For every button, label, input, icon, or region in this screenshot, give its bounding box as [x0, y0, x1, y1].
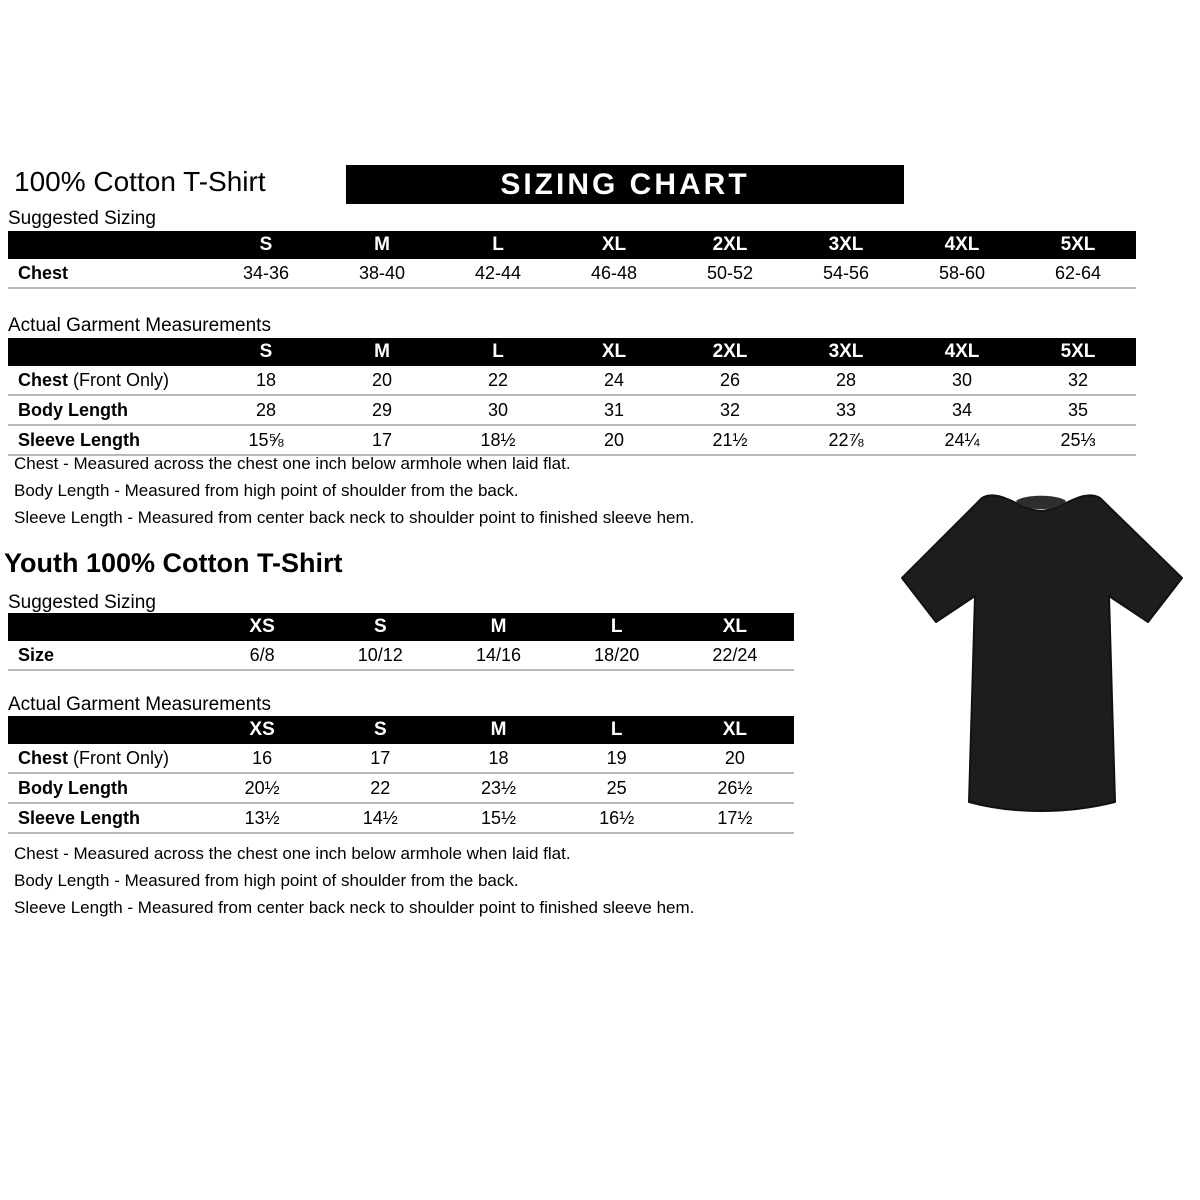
table-cell: 22: [370, 777, 391, 798]
table-cell: 29: [371, 399, 393, 420]
table-cell: 24¼: [944, 429, 980, 450]
note-body-length: Body Length - Measured from high point of shoulder from the back.: [14, 481, 519, 500]
table-row: [8, 641, 794, 671]
table-row: [8, 259, 1136, 289]
note-sleeve-length: Sleeve Length - Measured from center back neck to shoulder point to finished sleeve hem.: [14, 508, 695, 527]
youth-suggested-sizing-label: Suggested Sizing: [8, 592, 156, 613]
table-cell: 38-40: [358, 262, 406, 283]
column-header: M: [490, 616, 507, 637]
header-label-spacer: [8, 613, 203, 641]
table-header-row: [8, 716, 794, 744]
table-row: [8, 366, 1136, 396]
adult-actual-measurements-label: Actual Garment Measurements: [8, 315, 271, 336]
table-row: [8, 804, 794, 834]
table-cell: 22⅞: [828, 429, 864, 450]
table-cell: 22: [487, 369, 509, 390]
table-cell: 20½: [244, 777, 280, 798]
column-header: 5XL: [1060, 341, 1096, 362]
column-header: XS: [249, 719, 275, 740]
table-cell: 34: [951, 399, 973, 420]
row-label: Sleeve Length: [18, 807, 141, 828]
column-header: M: [374, 341, 390, 362]
column-header: 4XL: [944, 234, 980, 255]
table-cell: 24: [603, 369, 625, 390]
table-row: [8, 744, 794, 774]
column-header: XS: [249, 616, 275, 637]
adult-measurement-notes: [14, 455, 694, 536]
table-cell: 18½: [480, 429, 516, 450]
table-cell: 18: [488, 747, 509, 768]
table-cell: 17½: [717, 807, 753, 828]
column-header: 2XL: [712, 341, 748, 362]
table-cell: 17: [370, 747, 391, 768]
adult-suggested-sizing-label: Suggested Sizing: [8, 208, 156, 229]
row-label: Body Length: [18, 399, 128, 420]
table-cell: 34-36: [242, 262, 290, 283]
table-row: [8, 396, 1136, 426]
youth-measurement-notes: [14, 845, 694, 926]
table-cell: 16: [252, 747, 273, 768]
youth-section-title: Youth 100% Cotton T-Shirt: [4, 548, 343, 578]
table-cell: 32: [719, 399, 741, 420]
table-cell: 31: [603, 399, 625, 420]
column-header: L: [492, 234, 504, 255]
table-cell: 20: [724, 747, 745, 768]
table-cell: 28: [255, 399, 277, 420]
table-cell: 30: [487, 399, 509, 420]
note-chest: Chest - Measured across the chest one inch below armhole when laid flat.: [14, 844, 571, 863]
table-cell: 28: [835, 369, 857, 390]
black-tshirt-icon: [882, 468, 1200, 830]
row-label: Body Length: [18, 777, 128, 798]
table-cell: 10/12: [357, 644, 403, 665]
table-cell: 14½: [362, 807, 398, 828]
table-cell: 30: [951, 369, 973, 390]
table-cell: 35: [1067, 399, 1089, 420]
table-cell: 18/20: [594, 644, 640, 665]
column-header: 2XL: [712, 234, 748, 255]
column-header: M: [374, 234, 390, 255]
table-header-row: [8, 613, 794, 641]
table-cell: 33: [835, 399, 857, 420]
table-cell: 58-60: [938, 262, 986, 283]
note-sleeve-length: Sleeve Length - Measured from center back neck to shoulder point to finished sleeve hem.: [14, 898, 695, 917]
column-header: 3XL: [828, 341, 864, 362]
header-label-spacer: [8, 716, 203, 744]
table-cell: 14/16: [475, 644, 522, 665]
table-cell: 18: [255, 369, 277, 390]
column-header: XL: [601, 234, 627, 255]
table-cell: 62-64: [1054, 262, 1102, 283]
table-cell: 54-56: [822, 262, 870, 283]
table-header-row: [8, 231, 1136, 259]
column-header: 5XL: [1060, 234, 1096, 255]
table-cell: 17: [371, 429, 393, 450]
column-header: S: [373, 616, 387, 637]
table-cell: 26: [719, 369, 741, 390]
table-cell: 20: [603, 429, 625, 450]
column-header: 4XL: [944, 341, 980, 362]
row-label: Sleeve Length: [18, 429, 141, 450]
column-header: XL: [722, 719, 748, 740]
column-header: L: [610, 616, 623, 637]
table-cell: 15⅝: [248, 429, 284, 450]
column-header: S: [373, 719, 387, 740]
table-cell: 13½: [244, 807, 280, 828]
youth-actual-measurements-table: [8, 716, 794, 834]
youth-suggested-sizing-table: [8, 613, 794, 671]
table-row: [8, 774, 794, 804]
table-cell: 6/8: [249, 644, 275, 665]
note-body-length: Body Length - Measured from high point of shoulder from the back.: [14, 871, 519, 890]
table-cell: 32: [1067, 369, 1089, 390]
table-cell: 23½: [480, 777, 517, 798]
column-header: L: [610, 719, 623, 740]
table-cell: 25: [606, 777, 627, 798]
sizing-chart-banner: SIZING CHART: [346, 165, 904, 204]
column-header: L: [492, 341, 504, 362]
column-header: S: [259, 234, 273, 255]
table-cell: 26½: [717, 777, 753, 798]
column-header: M: [490, 719, 507, 740]
table-cell: 22/24: [712, 644, 758, 665]
note-chest: Chest - Measured across the chest one inch below armhole when laid flat.: [14, 454, 571, 473]
column-header: S: [259, 341, 273, 362]
table-cell: 19: [606, 747, 627, 768]
table-cell: 50-52: [706, 262, 754, 283]
adult-suggested-sizing-table: [8, 231, 1136, 289]
column-header: 3XL: [828, 234, 864, 255]
header-label-spacer: [8, 338, 208, 366]
table-cell: 25⅓: [1060, 429, 1096, 450]
row-label: Chest (Front Only): [18, 747, 170, 768]
adult-section-title: 100% Cotton T-Shirt: [14, 166, 266, 197]
column-header: XL: [601, 341, 627, 362]
row-label: Chest (Front Only): [18, 369, 170, 390]
row-label: Chest: [18, 262, 69, 283]
table-cell: 46-48: [590, 262, 638, 283]
row-label: Size: [18, 644, 55, 665]
header-label-spacer: [8, 231, 208, 259]
youth-actual-measurements-label: Actual Garment Measurements: [8, 694, 271, 715]
table-cell: 42-44: [474, 262, 522, 283]
table-cell: 15½: [480, 807, 517, 828]
table-cell: 20: [371, 369, 393, 390]
table-cell: 16½: [599, 807, 635, 828]
adult-actual-measurements-table: [8, 338, 1136, 456]
tshirt-silhouette-image: [882, 468, 1200, 830]
table-row: [8, 426, 1136, 456]
table-cell: 21½: [712, 429, 748, 450]
column-header: XL: [722, 616, 748, 637]
table-header-row: [8, 338, 1136, 366]
